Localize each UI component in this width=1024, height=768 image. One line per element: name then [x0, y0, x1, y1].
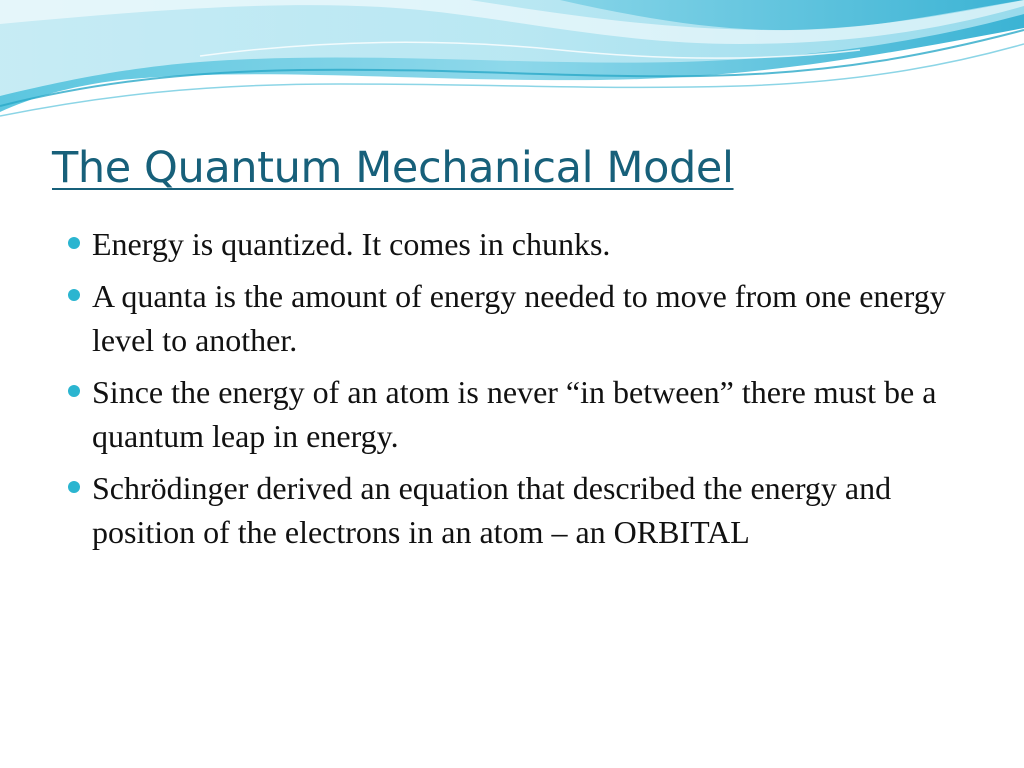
- bullet-dot-icon: [68, 481, 80, 493]
- bullet-dot-icon: [68, 237, 80, 249]
- bullet-text: A quanta is the amount of energy needed to move from one energy level to another.: [92, 278, 946, 358]
- bullet-text: Since the energy of an atom is never “in between” there must be a quantum leap in energy.: [92, 374, 937, 454]
- bullet-item: [66, 466, 986, 554]
- bullet-item: [66, 370, 986, 458]
- bullet-list: [66, 222, 986, 562]
- slide-title: The Quantum Mechanical Model: [52, 143, 734, 193]
- bullet-dot-icon: [68, 385, 80, 397]
- bullet-text: Schrödinger derived an equation that described the energy and position of the electrons in an atom – an ORBITAL: [92, 470, 892, 550]
- bullet-dot-icon: [68, 289, 80, 301]
- wave-header-decoration: [0, 0, 1024, 130]
- bullet-text: Energy is quantized. It comes in chunks.: [92, 226, 611, 262]
- bullet-item: [66, 274, 986, 362]
- bullet-item: [66, 222, 986, 266]
